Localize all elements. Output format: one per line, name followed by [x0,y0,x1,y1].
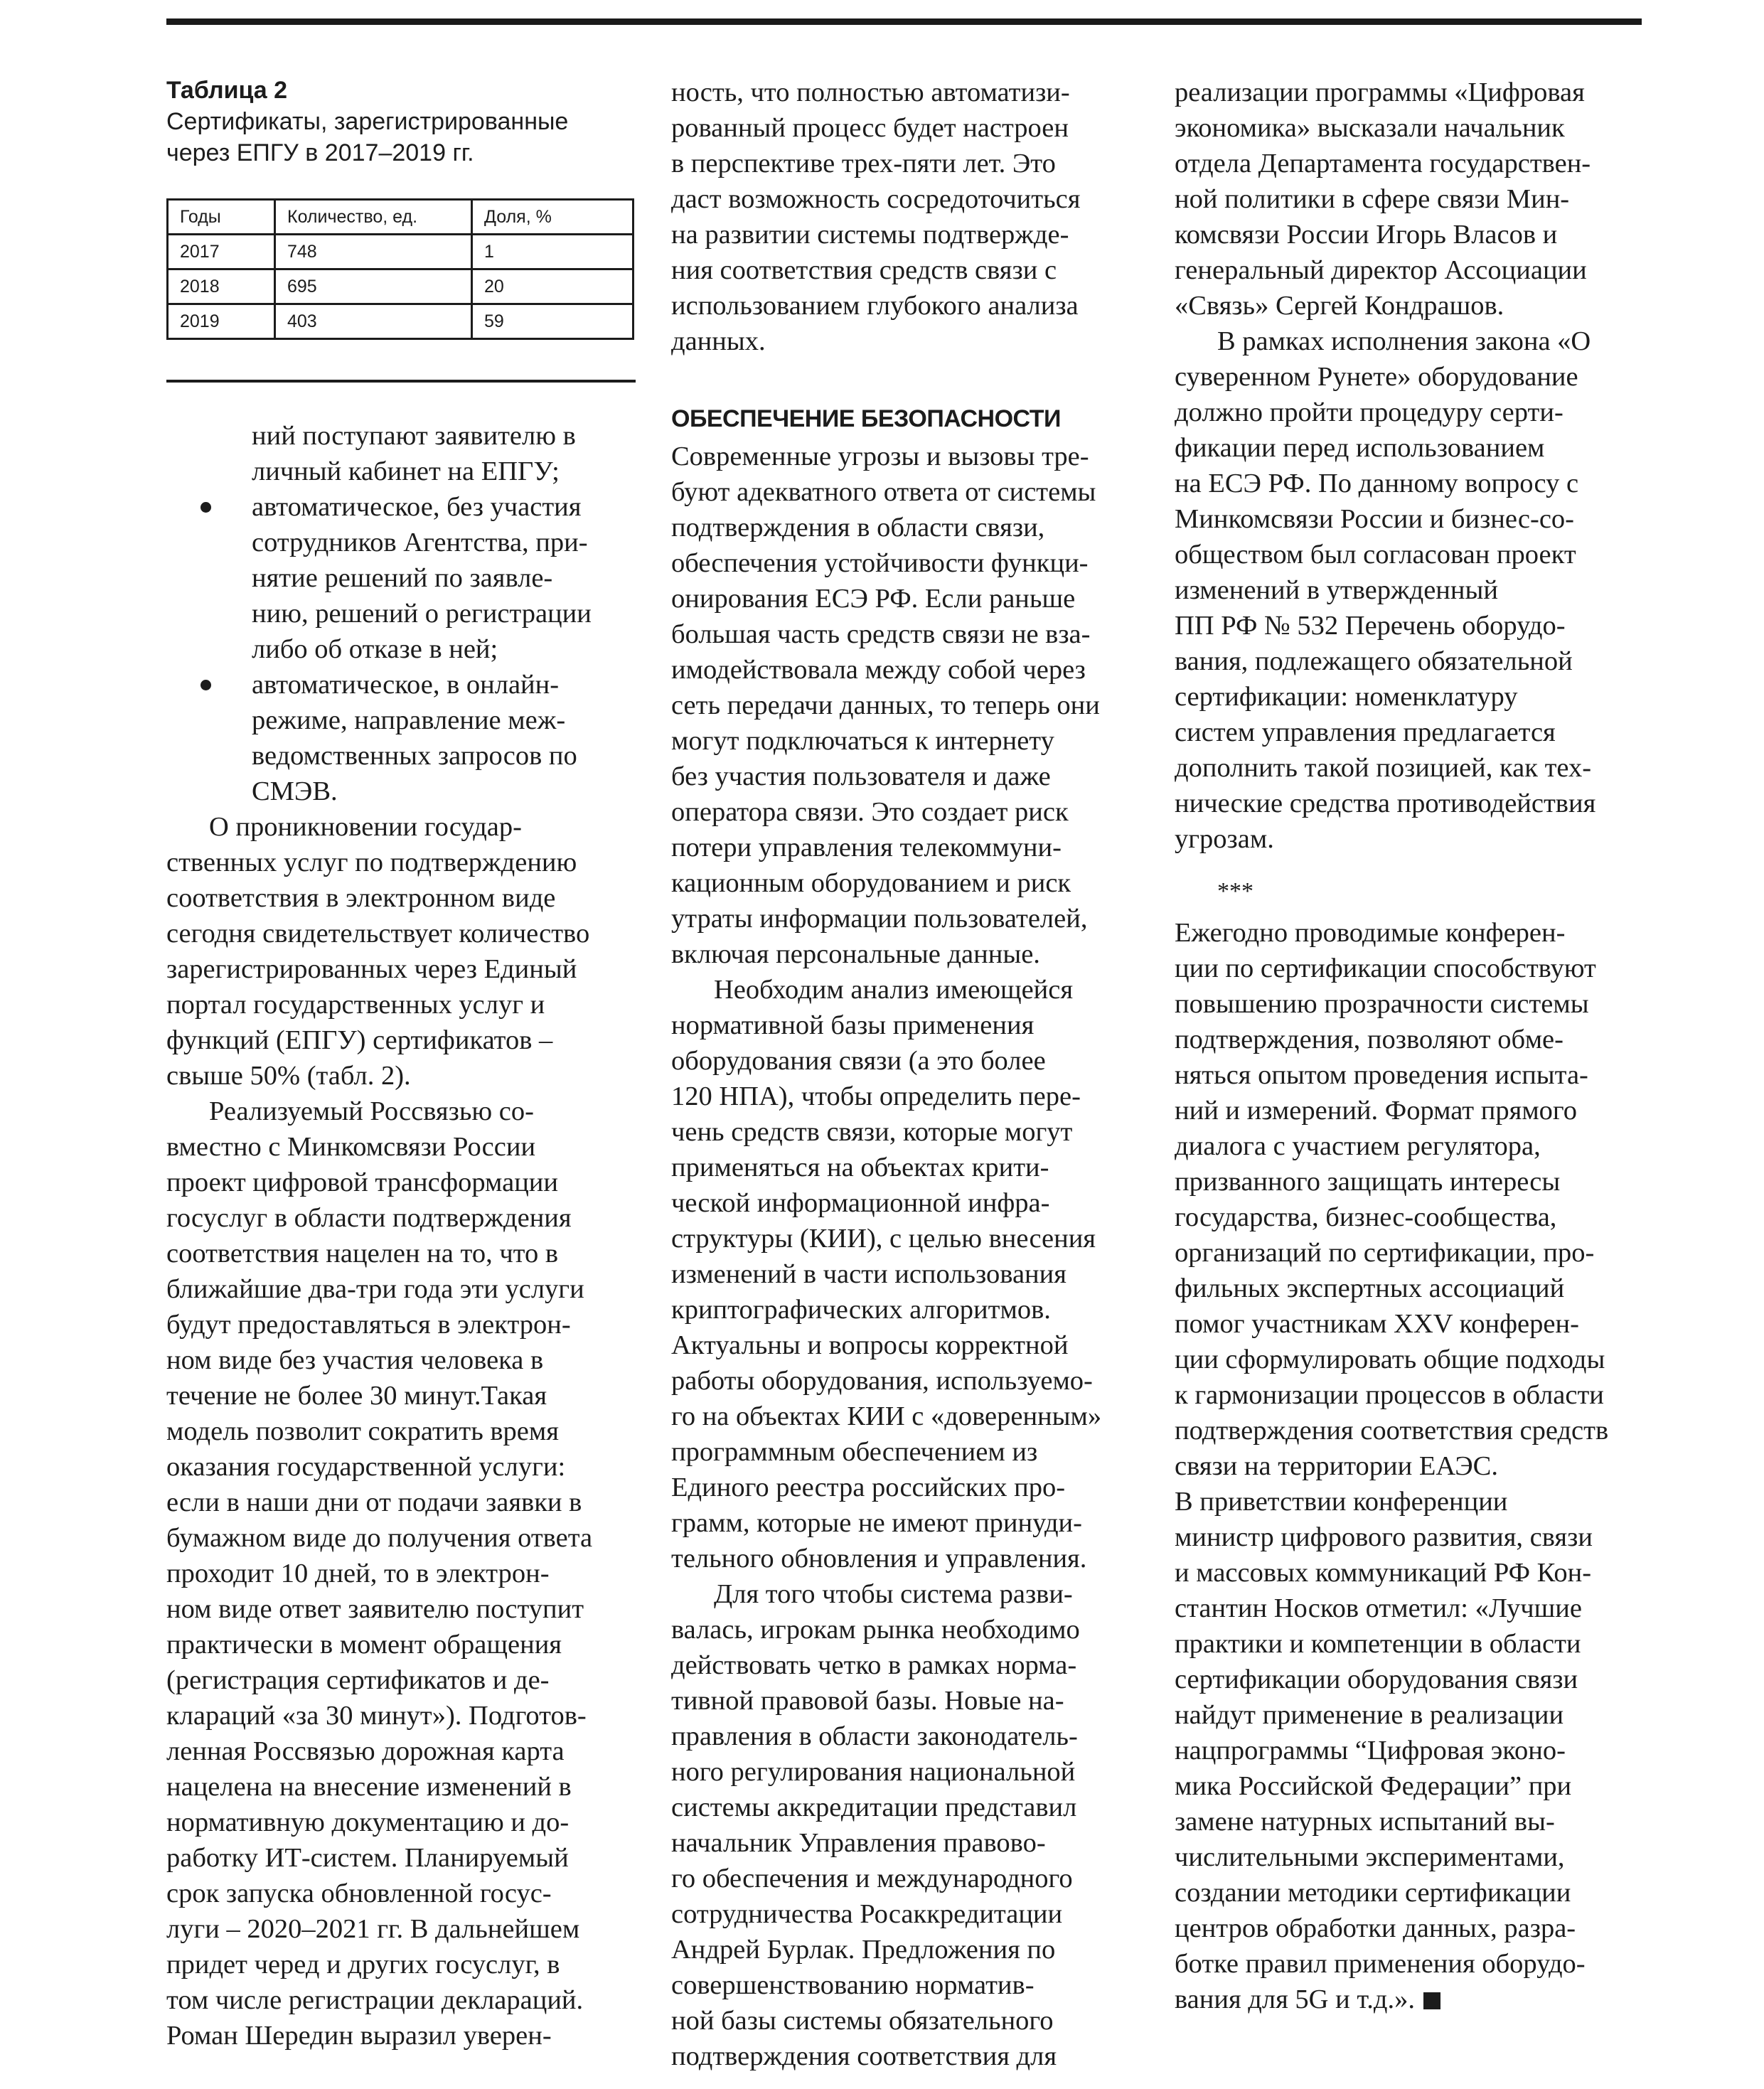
table-row [168,269,634,304]
table-cell: 20 [472,269,634,304]
bullet-text: автоматическое, в онлайн- режиме, направление меж- ведомственных запросов по СМЭВ. [252,670,577,806]
bullet-continuation-text: ний поступают заявителю в личный кабинет на ЕПГУ; [252,421,576,486]
end-mark-icon [1423,1992,1440,2009]
table-header-cell: Доля, % [472,200,634,235]
top-rule [166,18,1642,25]
bullet-text: автоматическое, без участия сотрудников Агентства, при- нятие решений по заявле- нию, решений о регистрации либо об отказе в ней; [252,492,592,664]
paragraph: Для того чтобы система разви- валась, игрокам рынка необходимо действовать четко в рамках норма- тивной правовой базы. Новые на- правления в области законодатель- ного регулирования национальной системы аккредитации представил начальник Управления правово- го обеспечения и международного сотрудничества Росаккредитации Андрей Бурлак. Предложения по совершенствованию норматив- ной базы системы обязательного подтверждения соответствия для [671,1579,1080,2071]
paragraph: Необходим анализ имеющейся нормативной базы применения оборудования связи (а это более 120 НПА), чтобы определить пере- чень средств связи, которые могут применяться на объектах крити- ческой информационной инфра- структуры (КИИ), с целью внесения изменений в части использования криптографических алгоритмов. Актуальны и вопросы корректной работы оборудования, используемо- го на объектах КИИ с «доверенным» программным обеспечением из Единого реестра российских про- грамм, которые не имеют принуди- тельного обновления и управления. [671,975,1102,1574]
table-header-cell: Количество, ед. [275,200,472,235]
table-cell: 59 [472,304,634,339]
table-cell: 695 [275,269,472,304]
bullet-list [166,418,636,809]
bullet-continuation [166,418,636,489]
paragraph: Современные угрозы и вызовы тре- буют адекватного ответа от системы подтверждения в области связи, обеспечения устойчивости функци- онирования ЕСЭ РФ. Если раньше большая часть средств связи не вза- имодействовала между собой через сеть передачи данных, то теперь они могут подключаться к интернету без участия пользователя и даже оператора связи. Это создает риск потери управления телекоммуни- кационным оборудованием и риск утраты информации пользователей, включая персональные данные. [671,442,1100,969]
bullet-dot-icon [201,502,211,513]
paragraph: О проникновении государ- ственных услуг по подтверждению соответствия в электронном виде сегодня свидетельствует количество зарегистрированных через Единый портал государственных услуг и функций (ЕПГУ) сертификатов – свыше 50% (табл. 2). [166,812,590,1091]
left-column [166,75,636,2053]
table-cell: 2019 [168,304,275,339]
table-row [168,304,634,339]
bullet-item [166,489,636,667]
paragraph: Реализуемый Россвязью со- вместно с Минкомсвязи России проект цифровой трансформации госуслуг в области подтверждения соответствия нацелен на то, что в ближайшие два-три года эти услуги будут предоставляться в электрон- ном виде без участия человека в течение не более 30 минут.Такая модель позволит сократить время оказания государственной услуги: если в наши дни от подачи заявки в бумажном виде до получения ответа проходит 10 дней, то в электрон- ном виде ответ заявителю поступит практически в момент обращения (регистрация сертификатов и де- клараций «за 30 минут»). Подготов- ленная Россвязью дорожная карта нацелена на внесение изменений в нормативную документацию и до- работку ИТ-систем. Планируемый срок запуска обновленной госус- луги – 2020–2021 гг. В дальнейшем придет черед и других госуслуг, в том числе регистрации деклараций. Роман Шередин выразил уверен- [166,1096,593,2051]
table-header-cell: Годы [168,200,275,235]
table-bottom-rule [166,380,636,383]
table-caption: Сертификаты, зарегистрированные через ЕПГУ в 2017–2019 гг. [166,108,569,166]
right-column [1175,75,1644,2017]
bullet-item [166,667,636,809]
table-cell: 2018 [168,269,275,304]
section-separator: *** [1217,878,1253,904]
paragraph: реализации программы «Цифровая экономика» высказали начальник отдела Департамента государствен- ной политики в сфере связи Мин- комсвязи России Игорь Власов и генеральный директор Ассоциации «Связь» Сергей Кондрашов. [1175,78,1591,321]
table-row [168,235,634,269]
table-cell: 748 [275,235,472,269]
table-cell: 403 [275,304,472,339]
certificates-table [166,198,634,340]
spacer [671,359,1145,403]
paragraph: В приветствии конференции министр цифрового развития, связи и массовых коммуникаций РФ Кон- стантин Носков отметил: «Лучшие практики и компетенции в области сертификации оборудования связи найдут применение в реализации нацпрограммы “Цифровая эконо- мика Российской Федерации” при замене натурных испытаний вы- числительными экспериментами, создании методики сертификации центров обработки данных, разра- ботке правил применения оборудо- вания для 5G и т.д.». [1175,1487,1593,2014]
table-cell: 1 [472,235,634,269]
table-title: Таблица 2 [166,77,288,104]
paragraph: В рамках исполнения закона «О суверенном Рунете» оборудование должно пройти процедуру серти- фикации перед использованием на ЕСЭ РФ. По данному вопросу с Минкомсвязи России и бизнес-со- обществом был согласован проект изменений в утвержденный ПП РФ № 532 Перечень оборудо- вания, подлежащего обязательной сертификации: номенклатуру систем управления предлагается дополнить такой позицией, как тех- нические средства противодействия угрозам. [1175,326,1596,854]
section-heading: ОБЕСПЕЧЕНИЕ БЕЗОПАСНОСТИ [671,405,1061,432]
bullet-dot-icon [201,680,211,690]
paragraph: Ежегодно проводимые конферен- ции по сертификации способствуют повышению прозрачности системы подтверждения, позволяют обме- няться опытом проведения испыта- ний и измерений. Формат прямого диалога с участием регулятора, призванного защищать интересы государства, бизнес-сообщества, организаций по сертификации, про- фильных экспертных ассоциаций помог участникам XXV конферен- ции сформулировать общие подходы к гармонизации процессов в области подтверждения соответствия средств связи на территории ЕАЭС. [1175,918,1609,1481]
table-header-row [168,200,634,235]
paragraph: ность, что полностью автоматизи- рованный процесс будет настроен в перспективе трех-пяти лет. Это даст возможность сосредоточиться на развитии системы подтвержде- ния соответствия средств связи с использованием глубокого анализа данных. [671,78,1081,356]
middle-column [671,75,1145,2074]
table-cell: 2017 [168,235,275,269]
